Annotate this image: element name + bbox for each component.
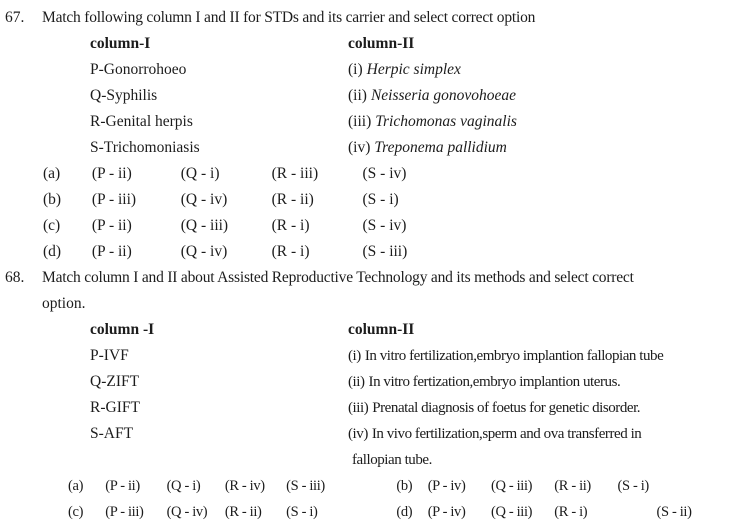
option-label: (b): [396, 478, 413, 494]
option-pair-s: (S - iii): [362, 243, 408, 260]
option-pair-s: (S - ii): [656, 504, 692, 520]
column-1-header: column-I: [90, 35, 151, 52]
option-pair-p: (P - ii): [91, 165, 132, 182]
option-pair-q: (Q - i): [180, 165, 220, 182]
question-67: [0, 5, 729, 265]
question-67-number: 67.: [5, 9, 25, 26]
match-row: [0, 109, 729, 135]
method-description-line2: fallopian tube.: [352, 452, 432, 468]
option-label: (d): [43, 243, 62, 260]
question-67-match-table: [0, 31, 729, 161]
option-label: (d): [396, 504, 413, 520]
column-1-item: S-Trichomoniasis: [90, 139, 200, 156]
column-2-item: [348, 421, 729, 473]
option-pair-r: (R - i): [271, 243, 310, 260]
question-68-number: 68.: [5, 269, 25, 286]
option-label: (c): [43, 217, 61, 234]
match-row: [0, 395, 729, 421]
option-row-c-d: [0, 499, 729, 525]
option-pair-p: (P - ii): [91, 243, 132, 260]
option-label: (c): [68, 504, 84, 520]
question-68-stem-row: [0, 265, 729, 291]
organism-name: Trichomonas vaginalis: [375, 113, 517, 130]
column-2-header: column-II: [348, 35, 415, 52]
roman-numeral: (i): [348, 61, 363, 78]
column-2-item: [348, 135, 729, 161]
method-description: Prenatal diagnosis of foetus for genetic disorder.: [372, 400, 641, 416]
method-description-line1: (iv) In vivo fertilization,sperm and ova transferred in: [348, 426, 642, 442]
option-pair-p: (P - iii): [91, 191, 137, 208]
column-1-item: R-GIFT: [90, 399, 140, 416]
column-1-item: S-AFT: [90, 425, 134, 442]
match-row: [0, 369, 729, 395]
column-2-header: column-II: [348, 321, 415, 338]
option-pair-r: (R - i): [554, 504, 588, 520]
match-row: [0, 135, 729, 161]
option-pair-s: (S - i): [617, 478, 649, 494]
column-1-item: Q-ZIFT: [90, 373, 140, 390]
roman-numeral: (ii): [348, 374, 365, 390]
column-1-item: R-Genital herpis: [90, 113, 193, 130]
option-pair-p: (P - iii): [105, 504, 144, 520]
column-2-item: [348, 57, 729, 83]
option-label: (a): [43, 165, 61, 182]
option-pair-p: (P - ii): [105, 478, 140, 494]
match-row: [0, 421, 729, 473]
match-row: [0, 83, 729, 109]
option-label: (a): [68, 478, 84, 494]
roman-numeral: (iii): [348, 113, 372, 130]
option-pair-r: (R - i): [271, 217, 310, 234]
option-pair-q: (Q - iv): [180, 243, 228, 260]
roman-numeral: (iv): [348, 139, 371, 156]
match-row: [0, 343, 729, 369]
question-68: [0, 265, 729, 525]
option-pair-q: (Q - iii): [180, 217, 229, 234]
column-2-item: [348, 369, 729, 395]
organism-name: Treponema pallidium: [374, 139, 507, 156]
option-pair-r: (R - iii): [271, 165, 319, 182]
option-pair-q: (Q - iii): [490, 504, 533, 520]
question-68-match-table: [0, 317, 729, 473]
column-2-item: [348, 343, 729, 369]
option-row-a-b: [0, 473, 729, 499]
option-pair-p: (P - iv): [427, 478, 466, 494]
roman-numeral: (iii): [348, 400, 369, 416]
option-pair-r: (R - ii): [271, 191, 314, 208]
option-pair-p: (P - iv): [427, 504, 466, 520]
roman-numeral: (i): [348, 348, 361, 364]
column-1-item: Q-Syphilis: [90, 87, 158, 104]
match-header-row: [0, 31, 729, 57]
column-2-item: [348, 109, 729, 135]
question-68-options: [0, 473, 729, 525]
option-row-a: [0, 161, 729, 187]
column-1-item: P-IVF: [90, 347, 129, 364]
question-67-options: [0, 161, 729, 265]
option-pair-s: (S - i): [362, 191, 399, 208]
organism-name: Herpic simplex: [366, 61, 461, 78]
option-pair-s: (S - iv): [362, 165, 407, 182]
option-pair-r: (R - iv): [224, 478, 265, 494]
roman-numeral: (ii): [348, 87, 367, 104]
option-row-d: [0, 239, 729, 265]
organism-name: Neisseria gonovohoeae: [370, 87, 517, 104]
option-pair-s: (S - iv): [362, 217, 407, 234]
option-pair-s: (S - iii): [286, 478, 325, 494]
method-description: In vitro fertization,embryo implantion uterus.: [368, 374, 621, 390]
method-description: In vitro fertilization,embryo implantion fallopian tube: [364, 348, 664, 364]
option-pair-r: (R - ii): [224, 504, 262, 520]
option-pair-r: (R - ii): [554, 478, 591, 494]
match-header-row: [0, 317, 729, 343]
option-label: (b): [43, 191, 62, 208]
option-pair-q: (Q - i): [166, 478, 201, 494]
option-pair-q: (Q - iv): [180, 191, 228, 208]
column-1-item: P-Gonorrohoeo: [90, 61, 187, 78]
option-pair-s: (S - i): [286, 504, 318, 520]
match-row: [0, 57, 729, 83]
option-row-b: [0, 187, 729, 213]
column-2-item: [348, 395, 729, 421]
option-pair-q: (Q - iii): [490, 478, 533, 494]
roman-numeral: (iv): [348, 426, 368, 442]
question-67-stem-row: [0, 5, 729, 31]
option-pair-q: (Q - iv): [166, 504, 208, 520]
column-2-item: [348, 83, 729, 109]
question-68-stem-line2: option.: [42, 295, 86, 312]
question-67-stem: Match following column I and II for STDs and its carrier and select correct option: [42, 9, 536, 26]
column-1-header: column -I: [90, 321, 155, 338]
question-68-stem-line1: Match column I and II about Assisted Reproductive Technology and its methods and select correct: [42, 269, 634, 286]
option-row-c: [0, 213, 729, 239]
option-pair-p: (P - ii): [91, 217, 132, 234]
